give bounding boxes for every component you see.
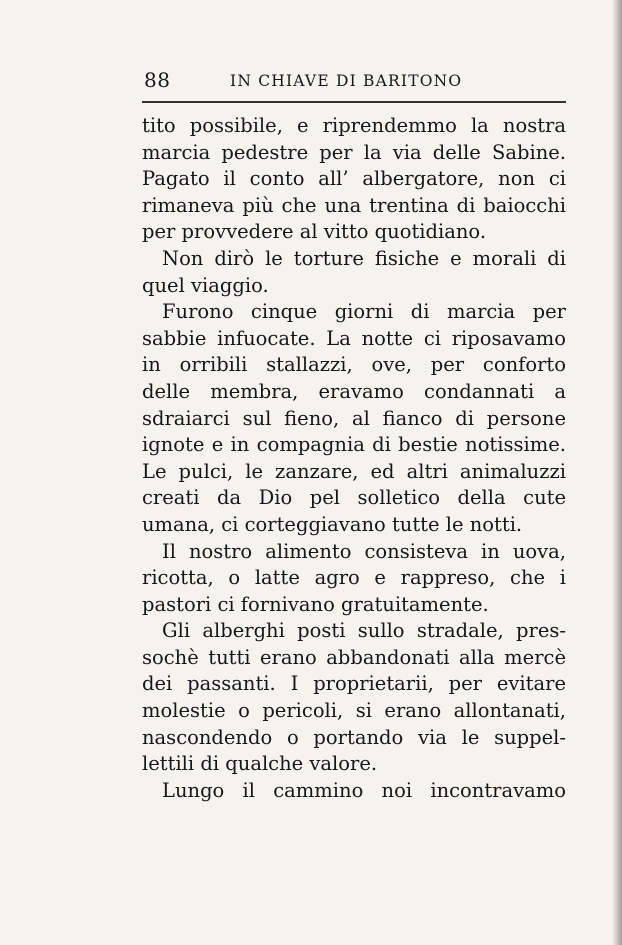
running-title: IN CHIAVE DI BARITONO — [230, 72, 463, 90]
header-rule — [142, 101, 566, 103]
text-line: Pagato il conto all’ albergatore, non ci — [142, 167, 566, 191]
text-line: nascondendo o portando via le suppel- — [142, 725, 566, 749]
text-line: marcia pedestre per la via delle Sabine. — [142, 140, 566, 164]
text-line: dei passanti. I proprietarii, per evitare — [142, 672, 566, 696]
text-line: creati da Dio pel solletico della cute — [142, 486, 566, 510]
page-edge-shadow — [612, 0, 622, 945]
text-line: quel viaggio. — [142, 273, 269, 297]
text-line: Gli alberghi posti sullo stradale, pres- — [162, 619, 566, 643]
text-line: Lungo il cammino noi incontravamo — [162, 778, 566, 802]
text-line: in orribili stallazzi, ove, per conforto — [142, 353, 566, 377]
text-line: sabbie infuocate. La notte ci riposavamo — [142, 326, 566, 350]
text-line: ricotta, o latte agro e rappreso, che i — [142, 566, 566, 590]
text-line: Furono cinque giorni di marcia per — [162, 300, 566, 324]
text-line: sochè tutti erano abbandonati alla mercè — [142, 645, 566, 669]
text-line: pastori ci fornivano gratuitamente. — [142, 592, 489, 616]
text-line: umana, ci corteggiavano tutte le notti. — [142, 512, 523, 536]
page-header — [142, 68, 566, 96]
text-line: Il nostro alimento consisteva in uova, — [162, 539, 566, 563]
text-line: Le pulci, le zanzare, ed altri animaluzzi — [142, 459, 566, 483]
text-line: sdraiarci sul fieno, al fianco di persone — [142, 406, 566, 430]
text-line: ignote e in compagnia di bestie notissime. — [142, 433, 566, 457]
text-line: per provvedere al vitto quotidiano. — [142, 220, 487, 244]
body-text — [142, 113, 566, 804]
text-line: tito possibile, e riprendemmo la nostra — [142, 114, 566, 137]
text-line: delle membra, eravamo condannati a — [142, 379, 566, 403]
text-line: rimaneva più che una trentina di baiocchi — [142, 193, 566, 217]
text-line: molestie o pericoli, si erano allontanati, — [142, 699, 566, 723]
page-number: 88 — [144, 68, 171, 92]
text-line: lettili di qualche valore. — [142, 752, 378, 776]
text-line: Non dirò le torture fisiche e morali di — [162, 246, 566, 270]
